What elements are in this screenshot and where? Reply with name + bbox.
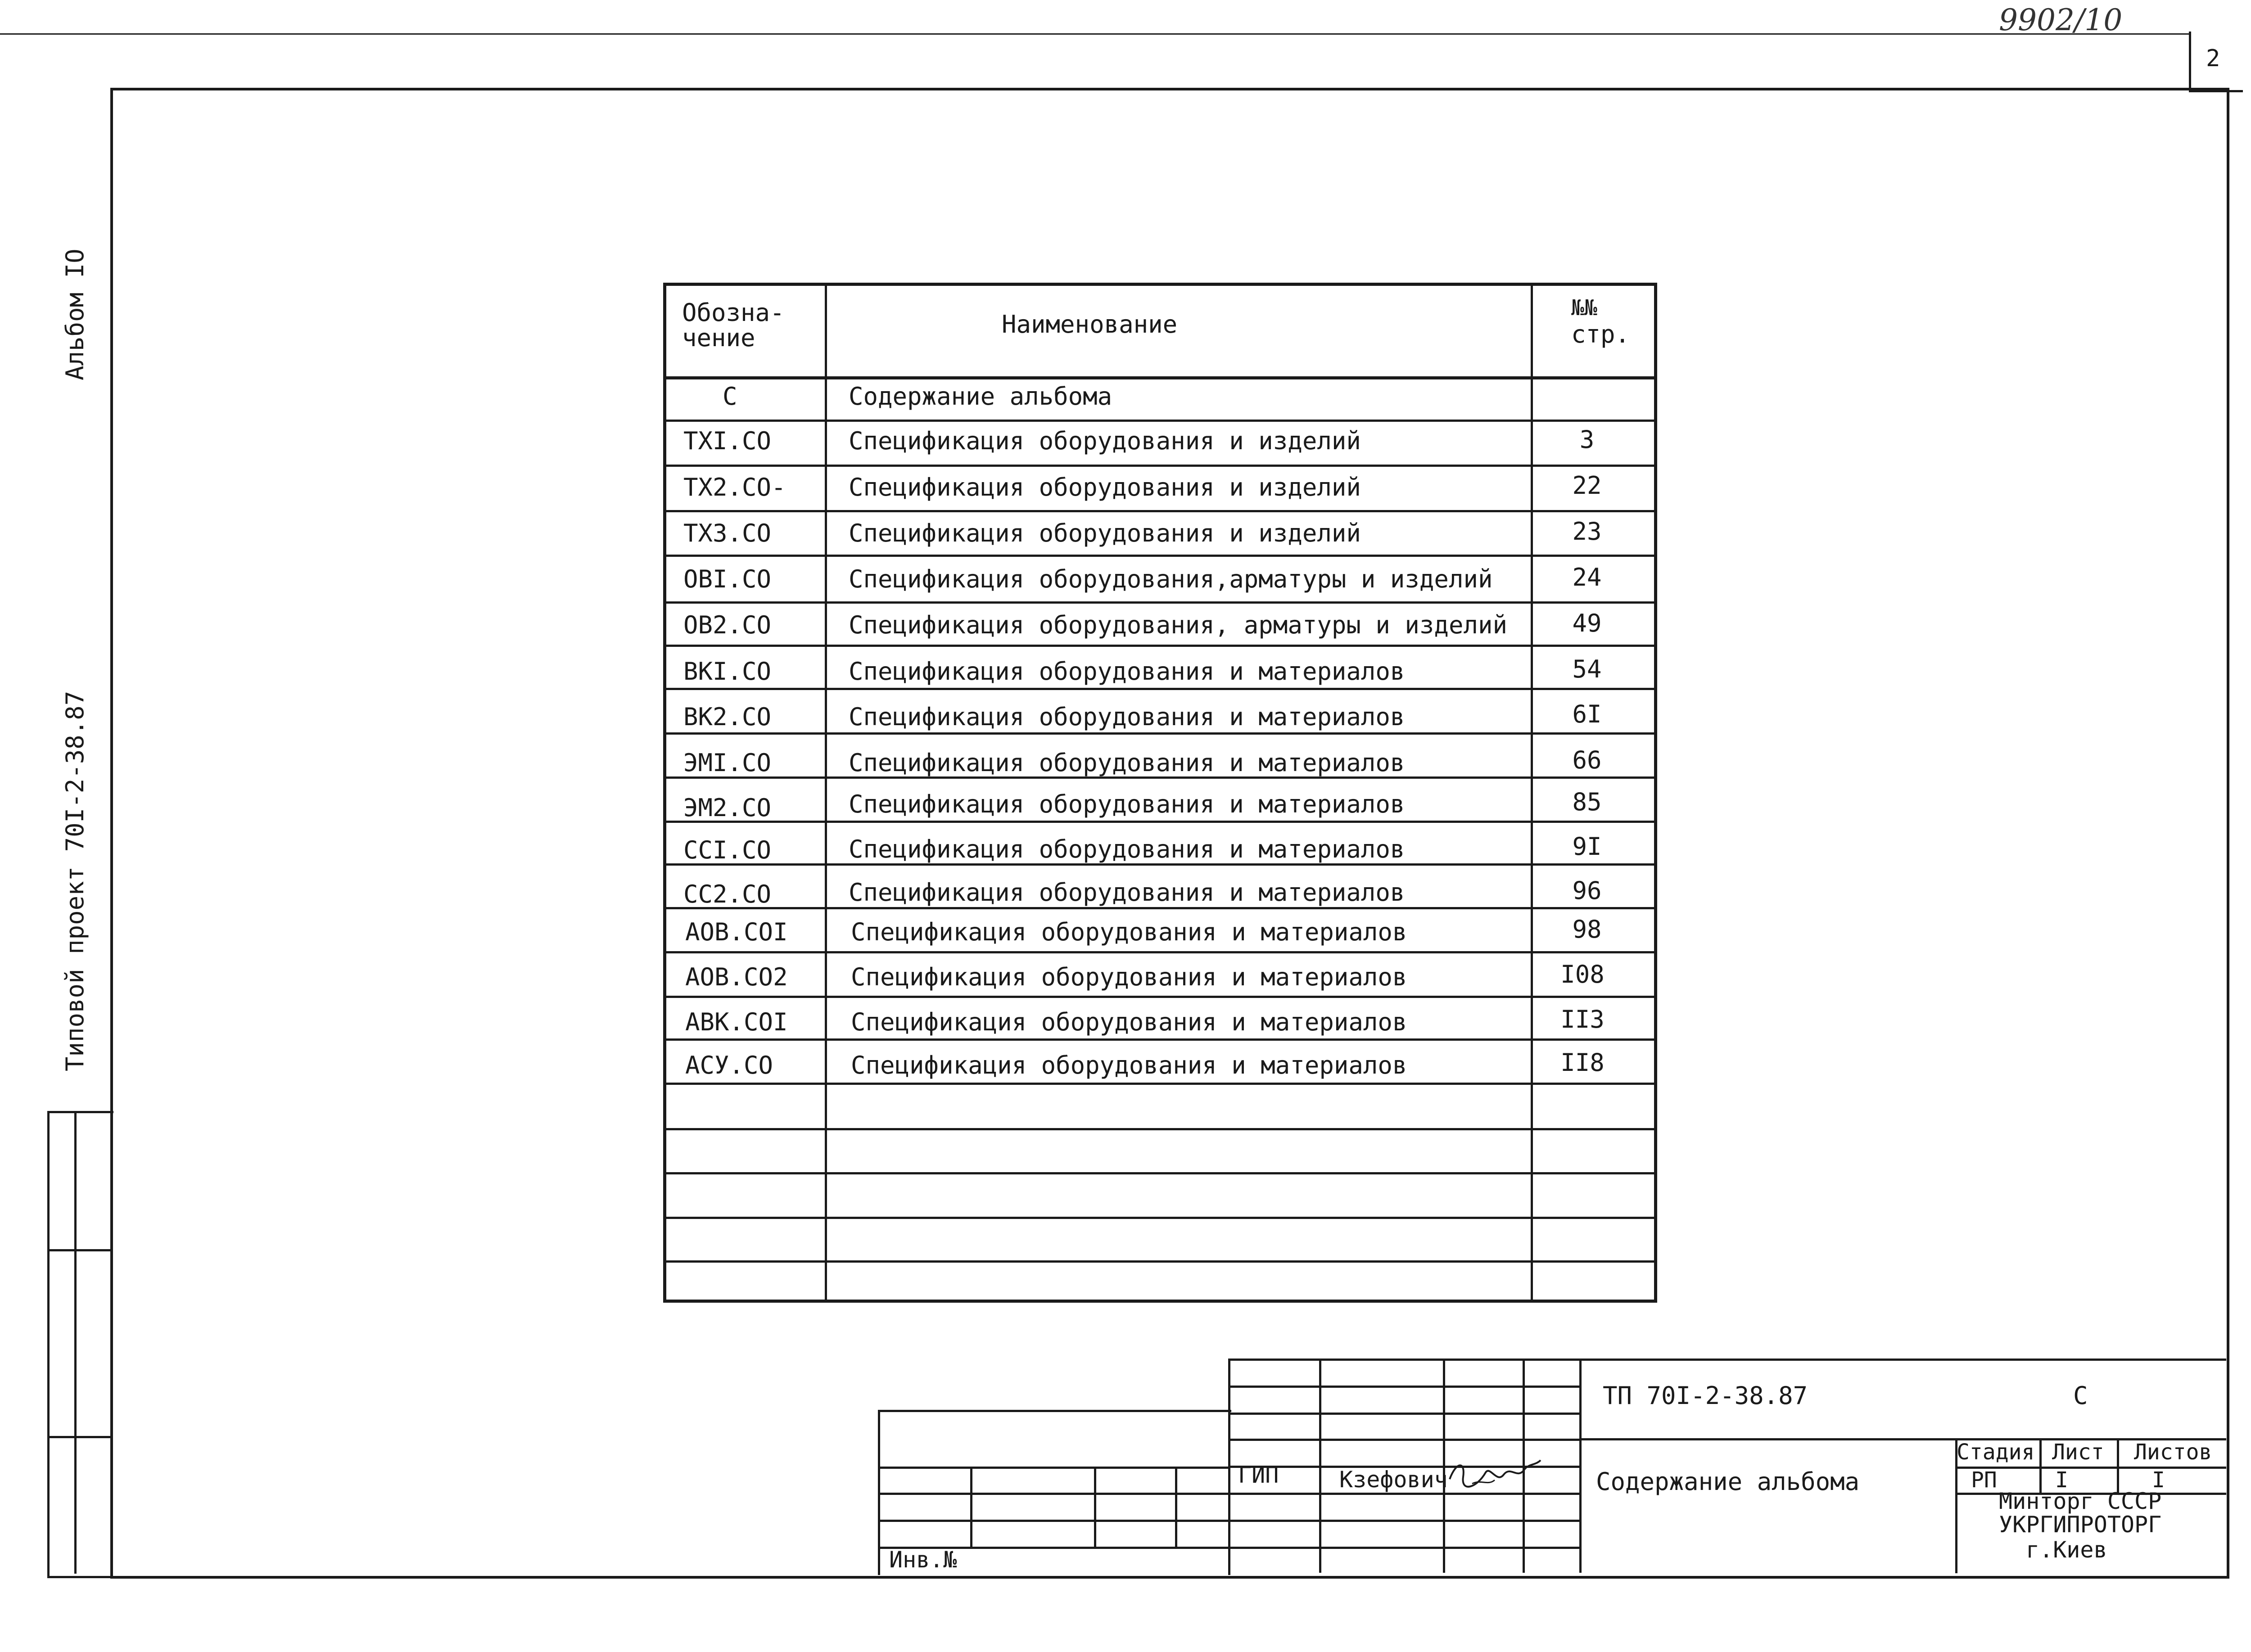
table-row-name: Содержание альбома <box>849 382 1112 411</box>
table-row-line <box>663 863 1657 866</box>
organization-line-1: Минторг СССР <box>1999 1488 2162 1514</box>
table-row-line <box>663 465 1657 467</box>
table-row-line <box>663 732 1657 735</box>
table-row-line <box>663 688 1657 690</box>
table-row-line <box>663 645 1657 647</box>
top-edge-line <box>0 33 2189 35</box>
stage-label: Стадия <box>1957 1440 2035 1465</box>
archive-number: 9902/10 <box>1999 3 2123 37</box>
table-row-name: Спецификация оборудования и материалов <box>849 835 1405 863</box>
sheet-label: Лист <box>2052 1440 2104 1465</box>
table-row-line <box>663 1172 1657 1174</box>
table-row-name: Спецификация оборудования и материалов <box>849 878 1405 907</box>
table-row-name: Спецификация оборудования и материалов <box>851 918 1407 946</box>
header-page-line2: стр. <box>1571 320 1630 348</box>
table-row-code: ССI.СО <box>683 836 772 864</box>
table-row-page: 98 <box>1572 915 1602 943</box>
table-row-page: 24 <box>1572 563 1602 591</box>
role-label: ГИП <box>1238 1462 1279 1488</box>
table-row-page: 6I <box>1572 700 1602 728</box>
table-row-code: АСУ.СО <box>685 1051 773 1079</box>
album-label: Альбом IO <box>61 248 89 380</box>
table-row-code: ОВ2.СО <box>683 611 772 639</box>
left-stamp-divider <box>74 1111 77 1574</box>
organization-line-2: УКРГИПРОТОРГ <box>1999 1512 2162 1538</box>
left-stamp-row-line <box>47 1436 111 1438</box>
project-label: Типовой проект 70I-2-38.87 <box>61 691 89 1071</box>
table-row-line <box>663 555 1657 557</box>
table-row-code: АВК.СОI <box>685 1008 788 1036</box>
grid-line <box>2039 1438 2042 1493</box>
table-row-code: ТХI.СО <box>683 427 772 455</box>
table-row-name: Спецификация оборудования и материалов <box>849 749 1405 777</box>
signature-scribble <box>1445 1452 1544 1493</box>
table-row-page: 23 <box>1572 517 1602 546</box>
sheets-label: Листов <box>2134 1440 2212 1465</box>
table-row-line <box>663 951 1657 953</box>
header-code-line2: чение <box>682 324 755 352</box>
table-row-code: АОВ.СО2 <box>685 963 788 991</box>
left-stamp-row-line <box>47 1249 111 1251</box>
table-row-line <box>663 907 1657 909</box>
header-page-line1: №№ <box>1571 295 1597 320</box>
grid-line <box>1319 1359 1321 1573</box>
table-row-line <box>663 1083 1657 1085</box>
table-row-page: 3 <box>1579 425 1595 454</box>
table-row-page: II3 <box>1560 1005 1605 1034</box>
table-row-name: Спецификация оборудования и материалов <box>851 963 1407 991</box>
grid-line <box>1579 1438 2226 1440</box>
inv-number-label: Инв.№ <box>889 1547 957 1573</box>
grid-line <box>1228 1386 1580 1388</box>
stage-value: РП <box>1971 1467 1997 1493</box>
organization-city: г.Киев <box>2026 1537 2107 1563</box>
table-row-line <box>663 1217 1657 1219</box>
table-row-code: ЭМ2.СО <box>683 794 772 822</box>
person-name: Кзефович <box>1339 1467 1448 1493</box>
table-row-name: Спецификация оборудования и изделий <box>849 473 1361 501</box>
table-row-code: С <box>723 382 737 411</box>
table-row-line <box>663 601 1657 604</box>
table-row-code: ВК2.СО <box>683 703 772 731</box>
grid-line <box>1175 1467 1177 1547</box>
grid-line <box>1228 1439 1580 1441</box>
header-name: Наименование <box>1002 310 1178 339</box>
table-row-page: 85 <box>1572 788 1602 816</box>
grid-line <box>1228 1413 1580 1415</box>
table-row-line <box>663 1038 1657 1041</box>
table-row-line <box>663 1260 1657 1263</box>
table-row-line <box>663 1128 1657 1130</box>
table-row-name: Спецификация оборудования и изделий <box>849 427 1361 455</box>
table-row-line <box>663 821 1657 823</box>
table-row-line <box>663 996 1657 998</box>
table-col-divider <box>825 283 827 1303</box>
grid-line <box>1228 1547 1580 1549</box>
table-row-code: АОВ.СОI <box>685 918 788 946</box>
designation: ТП 70I-2-38.87 <box>1603 1381 1808 1410</box>
table-row-name: Спецификация оборудования и изделий <box>849 519 1361 547</box>
table-row-line <box>663 420 1657 422</box>
grid-line <box>1094 1467 1096 1547</box>
grid-line <box>970 1467 972 1547</box>
table-row-code: ЭМI.СО <box>683 749 772 777</box>
grid-line <box>1228 1520 1580 1522</box>
table-row-name: Спецификация оборудования и материалов <box>851 1051 1407 1079</box>
table-row-name: Спецификация оборудования и материалов <box>851 1008 1407 1036</box>
table-row-name: Спецификация оборудования и материалов <box>849 703 1405 731</box>
table-row-page: 54 <box>1572 655 1602 683</box>
left-stamp-strip <box>47 1111 113 1578</box>
table-row-page: 22 <box>1572 471 1602 500</box>
table-row-line <box>663 510 1657 512</box>
header-code-line1: Обозна- <box>682 298 785 327</box>
table-row-code: ВКI.СО <box>683 657 772 686</box>
table-row-name: Спецификация оборудования,арматуры и изделий <box>849 565 1493 593</box>
designation-mark: С <box>2073 1381 2088 1410</box>
table-row-page: II8 <box>1560 1048 1605 1077</box>
table-row-page: 66 <box>1572 746 1602 774</box>
grid-line <box>2117 1438 2119 1493</box>
sheets-value: I <box>2152 1467 2165 1493</box>
table-row-page: I08 <box>1560 960 1605 988</box>
table-row-page: 49 <box>1572 609 1602 637</box>
sheet-value: I <box>2055 1467 2068 1493</box>
table-row-name: Спецификация оборудования и материалов <box>849 790 1405 818</box>
sheet-number: 2 <box>2206 45 2220 72</box>
table-row-code: СС2.СО <box>683 880 772 908</box>
table-row-name: Спецификация оборудования и материалов <box>849 657 1405 686</box>
table-row-code: ТХ3.СО <box>683 519 772 547</box>
document-title: Содержание альбома <box>1596 1467 1860 1496</box>
table-row-page: 9I <box>1572 832 1602 861</box>
table-row-code: ТХ2.СО- <box>683 473 786 501</box>
grid-line <box>1228 1493 1580 1495</box>
table-row-page: 96 <box>1572 876 1602 905</box>
table-row-code: ОВI.СО <box>683 565 772 593</box>
table-row-name: Спецификация оборудования, арматуры и изделий <box>849 611 1507 639</box>
table-header-bottom <box>663 376 1657 379</box>
